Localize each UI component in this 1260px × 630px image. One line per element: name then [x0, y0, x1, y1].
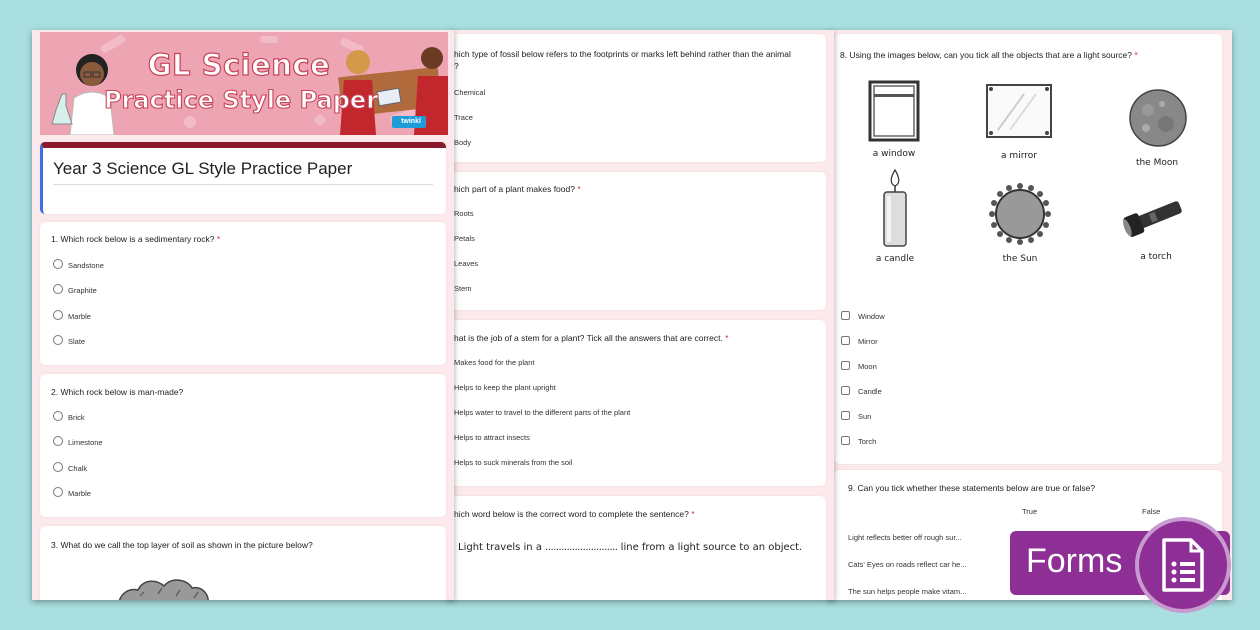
- question-title: 8. Using the images below, can you tick all the objects that are a light source? *: [840, 50, 1138, 60]
- image-label-mirror: a mirror: [1001, 151, 1037, 161]
- option-label: Sun: [858, 412, 872, 421]
- radio-brick[interactable]: [53, 411, 63, 421]
- question-title: 3. What do we call the top layer of soil as shown in the picture below?: [51, 540, 313, 550]
- grid-row-label: Light reflects better off rough sur...: [848, 533, 962, 542]
- image-label-torch: a torch: [1140, 252, 1172, 262]
- column-header-false: False: [1142, 507, 1161, 516]
- option-label: Mirror: [858, 337, 878, 346]
- option-label[interactable]: Stem: [454, 284, 472, 293]
- image-label-window: a window: [872, 149, 916, 159]
- grid-row-label: The sun helps people make vitam...: [848, 587, 967, 596]
- question-title: hich part of a plant makes food? *: [454, 184, 581, 194]
- radio-sandstone[interactable]: [53, 259, 63, 269]
- question-card-4: [448, 34, 826, 162]
- google-forms-icon: [1135, 517, 1231, 613]
- sentence-text: Light travels in a ........................... line from a light source to an object.: [458, 542, 803, 553]
- option-label[interactable]: Petals: [454, 234, 475, 243]
- image-label-sun: the Sun: [1002, 254, 1038, 264]
- soil-image: [110, 566, 220, 600]
- form-sheet-left: [32, 30, 454, 600]
- question-title: 9. Can you tick whether these statements below are true or false?: [848, 483, 1096, 493]
- form-title-card: [40, 142, 446, 214]
- question-card-7: [448, 496, 826, 600]
- sun-image: [988, 182, 1052, 246]
- image-label-candle: a candle: [875, 254, 915, 264]
- option-label: Sandstone: [68, 261, 104, 270]
- question-card-1: [40, 222, 446, 365]
- header-banner: [40, 32, 448, 135]
- banner-title: GL Science: [147, 48, 331, 82]
- torch-image: [1120, 194, 1190, 238]
- option-label[interactable]: Roots: [454, 209, 474, 218]
- form-title: Year 3 Science GL Style Practice Paper: [53, 159, 353, 178]
- option-label[interactable]: Chemical: [454, 88, 486, 97]
- option-label[interactable]: Helps water to travel to the different parts of the plant: [454, 408, 631, 417]
- image-label-moon: the Moon: [1135, 158, 1179, 168]
- checkbox-sun[interactable]: [841, 411, 850, 420]
- checkbox-candle[interactable]: [841, 386, 850, 395]
- option-label: Brick: [68, 413, 85, 422]
- forms-badge-label: Forms: [1026, 542, 1123, 580]
- option-label[interactable]: Helps to attract insects: [454, 433, 530, 442]
- option-label: Limestone: [68, 438, 103, 447]
- question-title: hat is the job of a stem for a plant? Tick all the answers that are correct. *: [454, 333, 729, 343]
- window-image: [868, 80, 920, 142]
- option-label: Chalk: [68, 464, 88, 473]
- option-label: Marble: [68, 312, 91, 321]
- option-label[interactable]: Body: [454, 138, 472, 147]
- option-label[interactable]: Makes food for the plant: [454, 358, 535, 367]
- title-divider: [53, 184, 433, 185]
- question-title: hich type of fossil below refers to the footprints or marks left behind rather than the animal: [454, 49, 791, 59]
- document-icon: [1161, 537, 1205, 593]
- form-sheet-right: [828, 30, 1232, 600]
- option-label[interactable]: Trace: [454, 113, 473, 122]
- option-label[interactable]: Helps to suck minerals from the soil: [454, 458, 573, 467]
- question-card-5: [448, 172, 826, 310]
- column-header-true: True: [1022, 507, 1038, 516]
- grid-row-label: Cats' Eyes on roads reflect car he...: [848, 560, 967, 569]
- moon-image: [1128, 88, 1188, 148]
- option-label: Candle: [858, 387, 882, 396]
- question-title-cont: ?: [454, 61, 459, 71]
- mirror-image: [984, 82, 1054, 140]
- radio-marble[interactable]: [53, 310, 63, 320]
- radio-marble[interactable]: [53, 487, 63, 497]
- question-card-3: [40, 526, 446, 600]
- twinkl-logo: twinkl: [401, 118, 421, 125]
- option-label: Slate: [68, 337, 86, 346]
- option-label: Moon: [858, 362, 877, 371]
- checkbox-mirror[interactable]: [841, 336, 850, 345]
- radio-slate[interactable]: [53, 335, 63, 345]
- radio-chalk[interactable]: [53, 462, 63, 472]
- question-title: 2. Which rock below is man-made?: [51, 387, 184, 397]
- option-label: Torch: [858, 437, 877, 446]
- candle-image: [878, 168, 912, 248]
- question-card-8: [834, 34, 1222, 464]
- radio-graphite[interactable]: [53, 284, 63, 294]
- radio-limestone[interactable]: [53, 436, 63, 446]
- banner-subtitle: Practice Style Paper: [103, 86, 379, 114]
- option-label[interactable]: Helps to keep the plant upright: [454, 383, 556, 392]
- question-card-6: [448, 320, 826, 486]
- question-title: 1. Which rock below is a sedimentary rock? *: [51, 234, 221, 244]
- option-label[interactable]: Leaves: [454, 259, 479, 268]
- form-sheet-middle: [448, 30, 834, 600]
- checkbox-torch[interactable]: [841, 436, 850, 445]
- question-title: hich word below is the correct word to complete the sentence? *: [454, 509, 695, 519]
- option-label: Window: [858, 312, 885, 321]
- option-label: Graphite: [68, 286, 97, 295]
- question-card-2: [40, 374, 446, 517]
- checkbox-moon[interactable]: [841, 361, 850, 370]
- checkbox-window[interactable]: [841, 311, 850, 320]
- option-label: Marble: [68, 489, 91, 498]
